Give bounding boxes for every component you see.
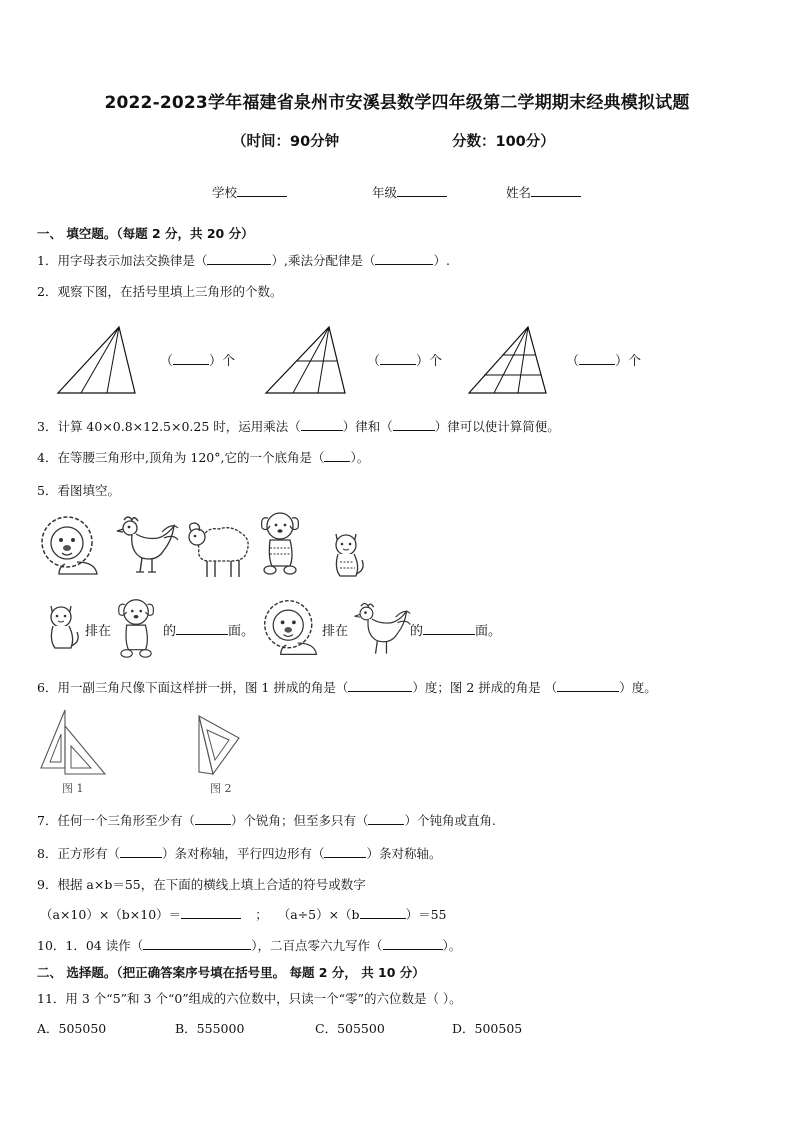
question-4: 4．在等腰三角形中,顶角为 120°,它的一个底角是（ ）。: [37, 450, 370, 465]
q2-answer-3: （ ）个: [566, 354, 642, 369]
name-field: [506, 183, 581, 201]
q1-blank-1[interactable]: [207, 252, 271, 265]
question-7: 7．任何一个三角形至少有（ ）个锐角；但至多只有（ ）个钝角或直角.: [37, 813, 496, 828]
question-2: 2．观察下图，在括号里填上三角形的个数。: [37, 284, 283, 299]
q3-blank-2[interactable]: [393, 418, 435, 431]
rooster-icon: [112, 512, 180, 578]
triangle-figure-1: [55, 325, 140, 395]
section1-heading: 一、 填空题。（每题 2 分，共 20 分）: [37, 226, 254, 241]
q3-blank-1[interactable]: [301, 418, 343, 431]
q2-blank-3[interactable]: [579, 352, 615, 365]
q11-option-a[interactable]: A．505050: [37, 1021, 107, 1036]
exam-time: （时间：90分钟: [232, 134, 340, 150]
q5-rank-label-2: 排在: [322, 624, 349, 639]
q1-text-a: 1．用字母表示加法交换律是（: [37, 253, 208, 268]
triangle-figure-3: [466, 325, 551, 395]
q11-option-b[interactable]: B．555000: [175, 1021, 245, 1036]
q6-blank-1[interactable]: [348, 679, 412, 692]
sheep-icon: [185, 515, 253, 581]
set-square-figure-1: [37, 706, 109, 778]
q11-option-c[interactable]: C．505500: [315, 1021, 385, 1036]
question-11: 11．用 3 个“5”和 3 个“0”组成的六位数中，只读一个“零”的六位数是（ ）。: [37, 991, 462, 1006]
q5-rank-label-1: 排在: [85, 624, 112, 639]
question-6: 6．用一副三角尺像下面这样拼一拼，图 1 拼成的角是（ ）度；图 2 拼成的角是 （ ）度。: [37, 680, 657, 695]
name-blank[interactable]: [531, 184, 581, 197]
figure-2-caption: 图 2: [210, 782, 232, 795]
q10-blank-1[interactable]: [143, 937, 251, 950]
lion-icon: [260, 596, 324, 660]
kitten-icon: [43, 600, 83, 652]
q8-blank-1[interactable]: [120, 845, 162, 858]
rooster-icon: [350, 598, 412, 660]
question-9: 9．根据 a×b＝55，在下面的横线上填上合适的符号或数字: [37, 877, 366, 892]
q8-blank-2[interactable]: [324, 845, 366, 858]
q2-blank-2[interactable]: [380, 352, 416, 365]
q9-expressions: （a×10）×（b×10）＝ ； （a÷5）×（b ）＝55: [40, 907, 447, 922]
q1-text-b: ）,乘法分配律是（: [271, 253, 376, 268]
q2-answer-2: （ ）个: [367, 354, 443, 369]
school-label: 学校: [212, 185, 238, 200]
triangle-figure-2: [263, 325, 348, 395]
grade-label: 年级: [372, 185, 398, 200]
figure-1-caption: 图 1: [62, 782, 84, 795]
set-square-figure-2: [193, 712, 245, 778]
lion-icon: [37, 512, 105, 580]
question-10: 10．1．04 读作（ ），二百点零六九写作（ ）。: [37, 938, 462, 953]
q5-blank-group-1: 的 面。: [163, 624, 255, 639]
q1-blank-2[interactable]: [375, 252, 433, 265]
puppy-icon: [258, 508, 304, 578]
q1-text-c: ）.: [433, 253, 450, 268]
question-8: 8．正方形有（ ）条对称轴，平行四边形有（ ）条对称轴。: [37, 846, 442, 861]
question-3: 3．计算 40×0.8×12.5×0.25 时，运用乘法（ ）律和（ ）律可以使计算简便。: [37, 419, 560, 434]
kitten-icon: [328, 528, 368, 580]
grade-blank[interactable]: [397, 184, 447, 197]
puppy-icon: [114, 595, 160, 661]
question-5: 5．看图填空。: [37, 483, 120, 498]
q10-blank-2[interactable]: [383, 937, 443, 950]
q7-blank-1[interactable]: [195, 812, 231, 825]
q6-blank-2[interactable]: [557, 679, 619, 692]
question-1: [37, 251, 450, 269]
q5-blank-group-2: 的 面。: [410, 624, 502, 639]
exam-score: 分数：100分）: [452, 134, 555, 150]
q9-blank-1[interactable]: [181, 906, 241, 919]
q7-blank-2[interactable]: [368, 812, 404, 825]
school-blank[interactable]: [237, 184, 287, 197]
q2-answer-1: （ ）个: [160, 354, 236, 369]
q4-blank[interactable]: [324, 449, 350, 462]
q9-blank-2[interactable]: [360, 906, 406, 919]
q11-option-d[interactable]: D．500505: [452, 1021, 523, 1036]
q2-blank-1[interactable]: [173, 352, 209, 365]
exam-title: 2022-2023学年福建省泉州市安溪县数学四年级第二学期期末经典模拟试题: [104, 93, 690, 113]
section2-heading: 二、 选择题。（把正确答案序号填在括号里。 每题 2 分， 共 10 分）: [37, 965, 425, 980]
q5-blank-2[interactable]: [423, 622, 475, 635]
q5-blank-1[interactable]: [176, 622, 228, 635]
grade-field: [372, 183, 447, 201]
school-field: [212, 183, 287, 201]
name-label: 姓名: [506, 185, 532, 200]
